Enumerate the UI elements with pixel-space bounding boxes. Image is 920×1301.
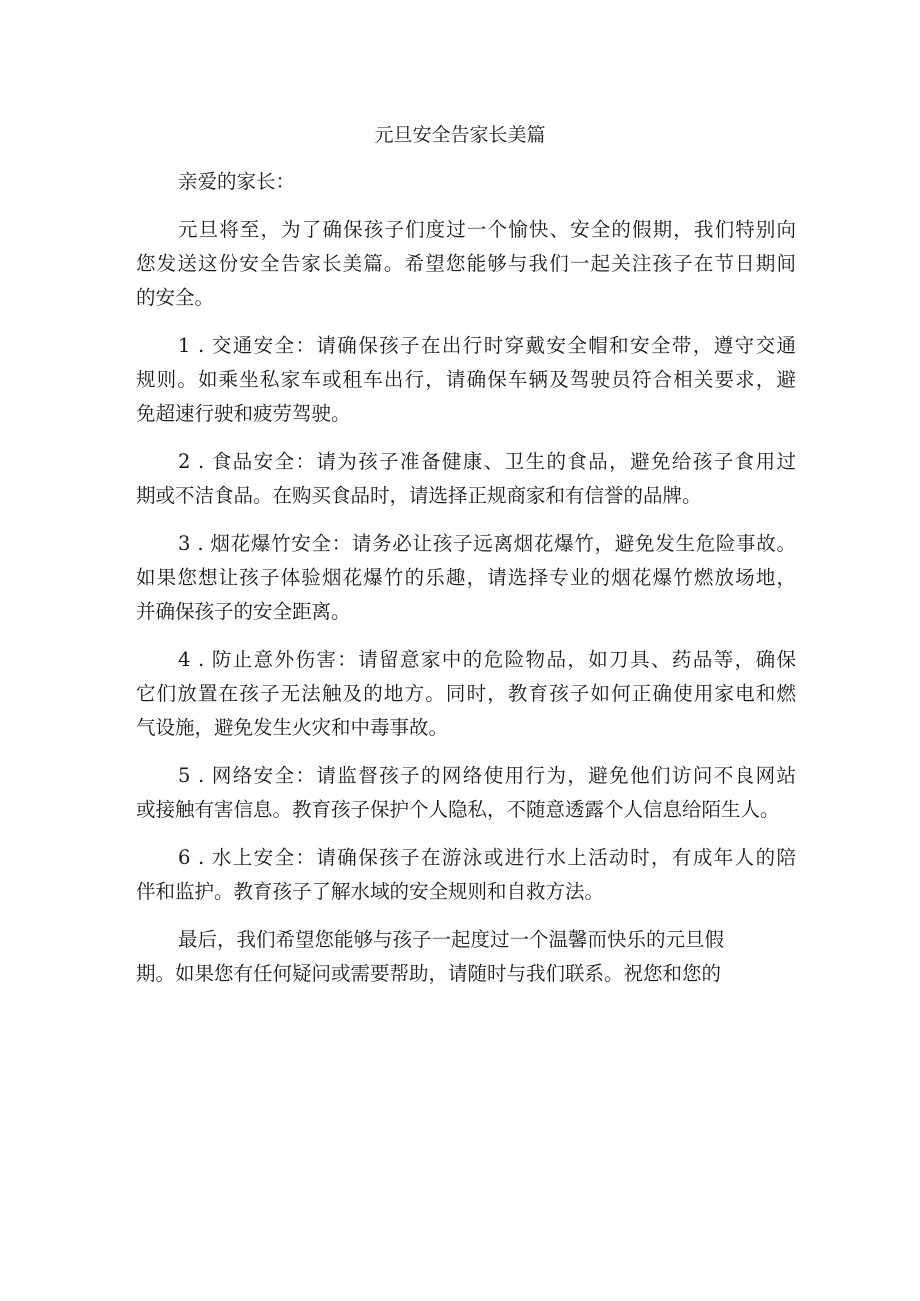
paragraph-line: 如果您想让孩子体验烟花爆竹的乐趣，请选择专业的烟花爆竹燃放场地，	[136, 566, 796, 589]
paragraph-line: 元旦将至，为了确保孩子们度过一个愉快、安全的假期，我们特别向	[178, 218, 796, 241]
paragraph-line: 期。如果您有任何疑问或需要帮助，请随时与我们联系。祝您和您的	[136, 962, 722, 985]
paragraph-line: 3 . 烟花爆竹安全：请务必让孩子远离烟花爆竹，避免发生危险事故。	[178, 532, 796, 555]
paragraph-line: 它们放置在孩子无法触及的地方。同时，教育孩子如何正确使用家电和燃	[136, 682, 796, 705]
internet-safety-paragraph	[136, 759, 796, 827]
paragraph-line: 规则。如乘坐私家车或租车出行，请确保车辆及驾驶员符合相关要求，避	[136, 368, 796, 391]
paragraph-line: 1 . 交通安全：请确保孩子在出行时穿戴安全帽和安全带，遵守交通	[178, 334, 796, 357]
paragraph-line: 最后，我们希望您能够与孩子一起度过一个温馨而快乐的元旦假	[178, 928, 725, 951]
paragraph-line: 期或不洁食品。在购买食品时，请选择正规商家和有信誉的品牌。	[136, 484, 702, 507]
water-safety-paragraph	[136, 841, 796, 909]
paragraph-line: 5 . 网络安全：请监督孩子的网络使用行为，避免他们访问不良网站	[178, 764, 796, 787]
paragraph-line: 气设施，避免发生火灾和中毒事故。	[136, 716, 449, 739]
paragraph-line: 6 . 水上安全：请确保孩子在游泳或进行水上活动时，有成年人的陪	[178, 846, 796, 869]
paragraph-line: 4 . 防止意外伤害：请留意家中的危险物品，如刀具、药品等，确保	[178, 648, 796, 671]
document-body	[136, 165, 796, 1005]
greeting-paragraph	[136, 165, 796, 199]
paragraph-line: 2 . 食品安全：请为孩子准备健康、卫生的食品，避免给孩子食用过	[178, 450, 796, 473]
intro-paragraph	[136, 213, 796, 315]
paragraph-line: 或接触有害信息。教育孩子保护个人隐私，不随意透露个人信息给陌生人。	[136, 798, 780, 821]
food-safety-paragraph	[136, 445, 796, 513]
paragraph-line: 伴和监护。教育孩子了解水域的安全规则和自救方法。	[136, 880, 605, 903]
paragraph-line: 的安全。	[136, 286, 215, 309]
paragraph-line: 您发送这份安全告家长美篇。希望您能够与我们一起关注孩子在节日期间	[136, 252, 796, 275]
paragraph-line: 亲爱的家长：	[178, 170, 296, 193]
accident-prevention-paragraph	[136, 643, 796, 745]
fireworks-safety-paragraph	[136, 527, 796, 629]
closing-paragraph	[136, 923, 796, 991]
traffic-safety-paragraph	[136, 329, 796, 431]
document-title: 元旦安全告家长美篇	[374, 124, 546, 146]
paragraph-line: 免超速行驶和疲劳驾驶。	[136, 402, 351, 425]
paragraph-line: 并确保孩子的安全距离。	[136, 600, 351, 623]
